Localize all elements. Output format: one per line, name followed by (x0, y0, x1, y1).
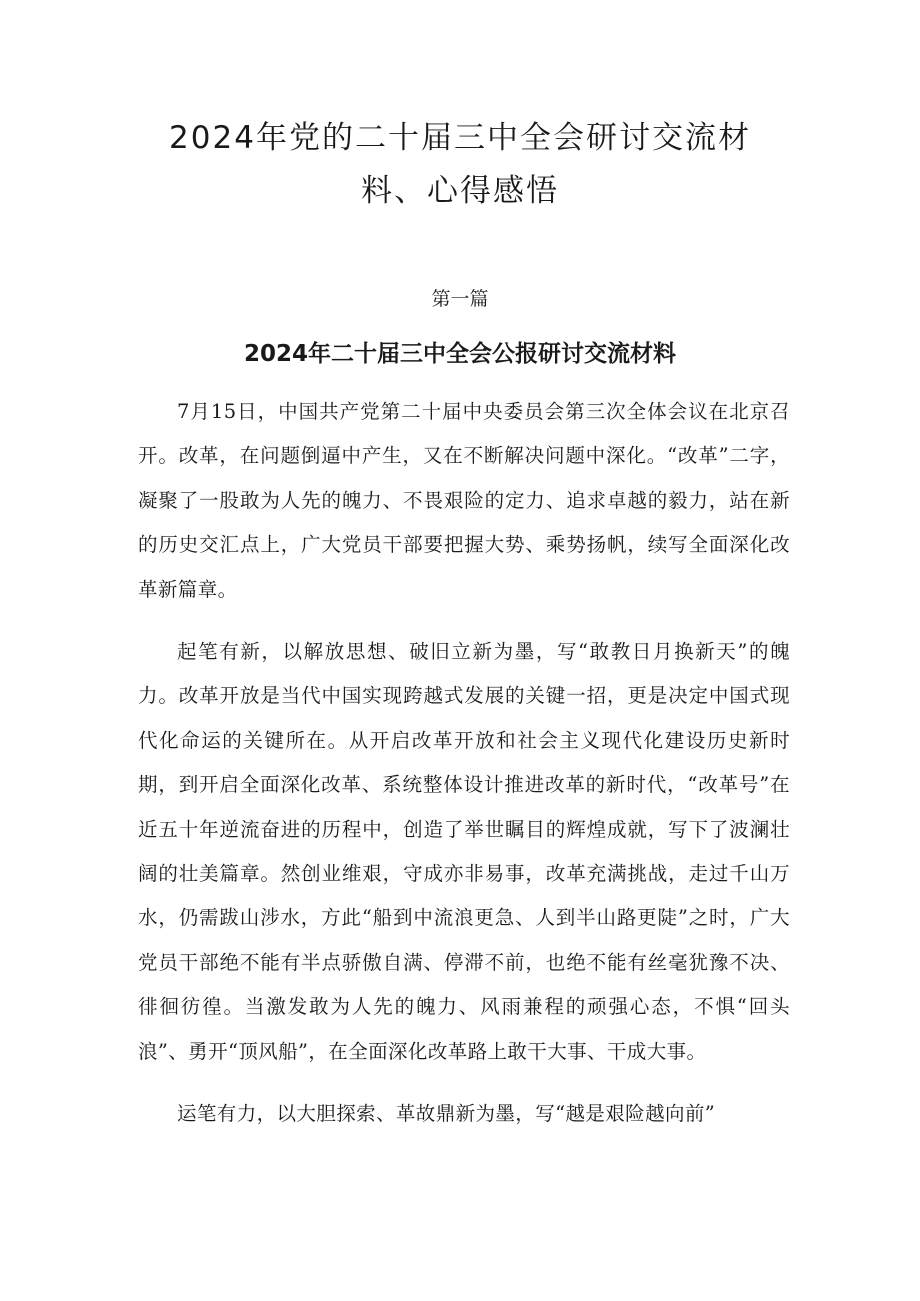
body-text (138, 390, 790, 1155)
section-label: 第一篇 (431, 288, 489, 310)
paragraph: 7月15日，中国共产党第二十届中央委员会第三次全体会议在北京召开。改革，在问题倒逼中产生，又在不断解决问题中深化。“改革”二字，凝聚了一股敢为人先的魄力、不畏艰险的定力、追求卓越的毅力，站在新的历史交汇点上，广大党员干部要把握大势、乘势扬帆，续写全面深化改革新篇章。 (138, 400, 790, 601)
paragraph: 起笔有新，以解放思想、破旧立新为墨，写“敢教日月换新天”的魄力。改革开放是当代中国实现跨越式发展的关键一招，更是决定中国式现代化命运的关键所在。从开启改革开放和社会主义现代化建设历史新时期，到开启全面深化改革、系统整体设计推进改革的新时代，“改革号”在近五十年逆流奋进的历程中，创造了举世瞩目的辉煌成就，写下了波澜壮阔的壮美篇章。然创业维艰，守成亦非易事，改革充满挑战，走过千山万水，仍需跋山涉水，方此“船到中流浪更急、人到半山路更陡”之时，广大党员干部绝不能有半点骄傲自满、停滞不前，也绝不能有丝毫犹豫不决、徘徊彷徨。当激发敢为人先的魄力、风雨兼程的顽强心态，不惧“回头浪”、勇开“顶风船”，在全面深化改革路上敢干大事、干成大事。 (138, 640, 790, 1063)
paragraph: 运笔有力，以大胆探索、革故鼎新为墨，写“越是艰险越向前” (177, 1102, 716, 1126)
document-title: 2024年党的二十届三中全会研讨交流材料、心得感悟 (169, 120, 751, 209)
section-title: 2024年二十届三中全会公报研讨交流材料 (243, 341, 676, 367)
